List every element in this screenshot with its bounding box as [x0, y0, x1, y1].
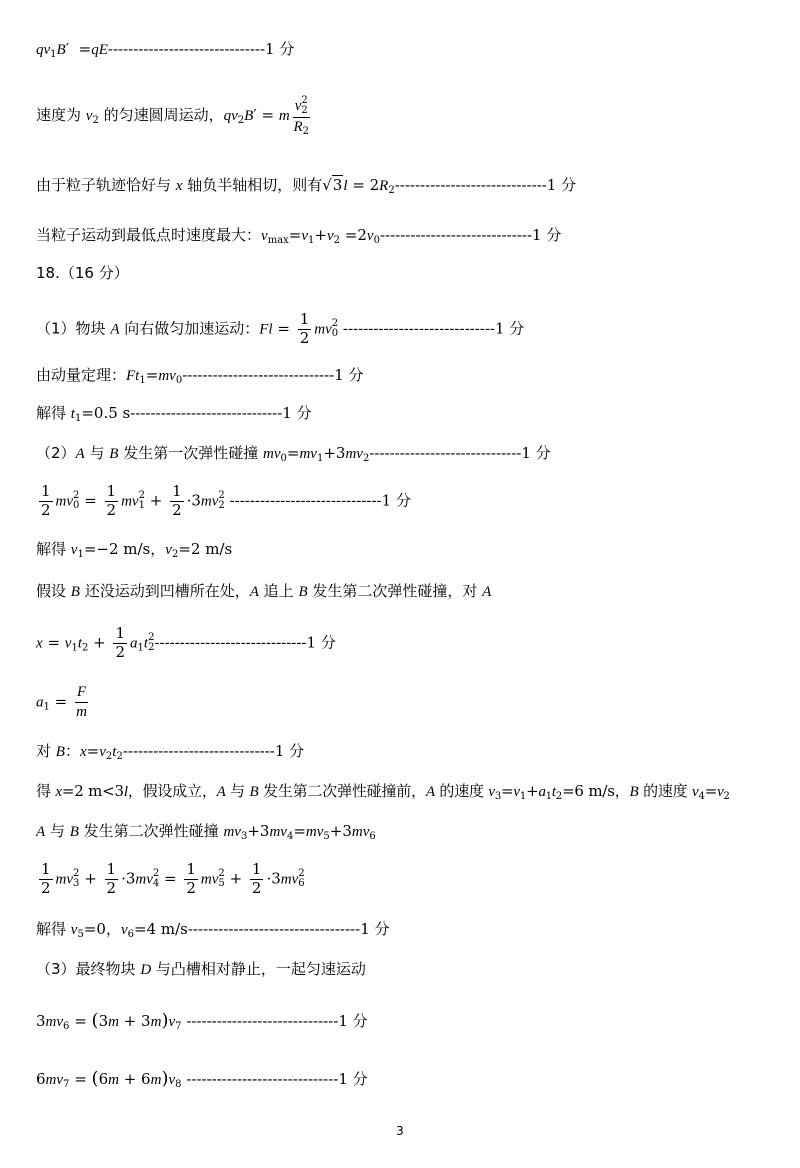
eq-first-collision-energy: $\frac{1}{2}$ mv 2 0 = $\frac{1}{2}$ mv 2 1 + $\frac{1}{2}$ ·3mv 2 2 ------------------------------1 分 — [41, 482, 411, 519]
result-velocities-before-second-collision: 得 x=2 m<3l，假设成立，A 与 B 发生第二次弹性碰撞前，A 的速度 $v_3=v_1+a_1t_2=6$ m/s，B 的速度 $v_4=v_2$ — [36, 782, 730, 802]
assumption-text: 假设 B 还没运动到凹槽所在处，A 追上 B 发生第二次弹性碰撞，对 A — [36, 582, 492, 600]
eq-tangent-condition: 由于粒子轨迹恰好与 x 轴负半轴相切，则有$√3l = 2R_2------------------------------1$ 分 — [36, 176, 577, 196]
eq-second-collision-energy: $\frac{1}{2}$ mv 2 3 + $\frac{1}{2}$ ·3mv 2 4 = $\frac{1}{2}$ mv 2 5 + $\frac{1}{2}$ ·3mv 2 6 — [41, 860, 305, 897]
result-v5-v6: 解得 $v_5=0$，$v_6=4$ m/s----------------------------------1 分 — [36, 920, 390, 940]
eq-momentum-theorem: 由动量定理：$Ft_1=mv_0------------------------------1$ 分 — [36, 366, 364, 386]
eq-momentum-v7: $3mv_6 = (3m + 3m)v_7$ ------------------------------1 分 — [36, 1010, 368, 1032]
eq-work-energy: （1）物块 A 向右做匀加速运动：Fl = $\frac{1}{2}$ mv 2 0 ------------------------------1 分 — [36, 310, 525, 347]
result-t1: 解得 $t_1=0.5$ s------------------------------1 分 — [36, 404, 312, 424]
eq-circular-motion: 速度为 $v_2$ 的匀速圆周运动，$qv_2B' = m$ v 2 2 $R_2$ — [36, 95, 309, 137]
page-number: 3 — [396, 1124, 404, 1138]
eq-momentum-v8: $6mv_7 = (6m + 6m)v_8$ ------------------------------1 分 — [36, 1068, 368, 1090]
question-number: 18.（16 分） — [36, 264, 129, 282]
eq-second-collision-momentum: A 与 B 发生第二次弹性碰撞 $mv_3+3mv_4=mv_5+3mv_6$ — [36, 822, 376, 842]
eq-displacement-a: $x = v_1t_2$ + $\frac{1}{2}$ $a_1t$ 2 2 ------------------------------1 分 — [36, 624, 336, 661]
part3-text: （3）最终物块 D 与凸槽相对静止，一起匀速运动 — [36, 960, 366, 978]
eq-displacement-b: 对 B：$x=v_2t_2------------------------------1$ 分 — [36, 742, 305, 762]
eq-acceleration: $a_1$ = $\frac{F}{m}$ — [36, 684, 87, 720]
eq-force-balance: $qv_1B' =qE-------------------------------1$ 分 — [36, 40, 295, 60]
result-v1-v2: 解得 $v_1=-2$ m/s，$v_2=2$ m/s — [36, 540, 233, 560]
score-label: 1 分 — [265, 40, 295, 58]
eq-max-speed: 当粒子运动到最低点时速度最大：$v_{max}=v_1+v_2 =2v_0------------------------------1$ 分 — [36, 226, 562, 246]
eq-first-collision-momentum: （2）A 与 B 发生第一次弹性碰撞 $mv_0=mv_1+3mv_2------------------------------1$ 分 — [36, 444, 551, 464]
